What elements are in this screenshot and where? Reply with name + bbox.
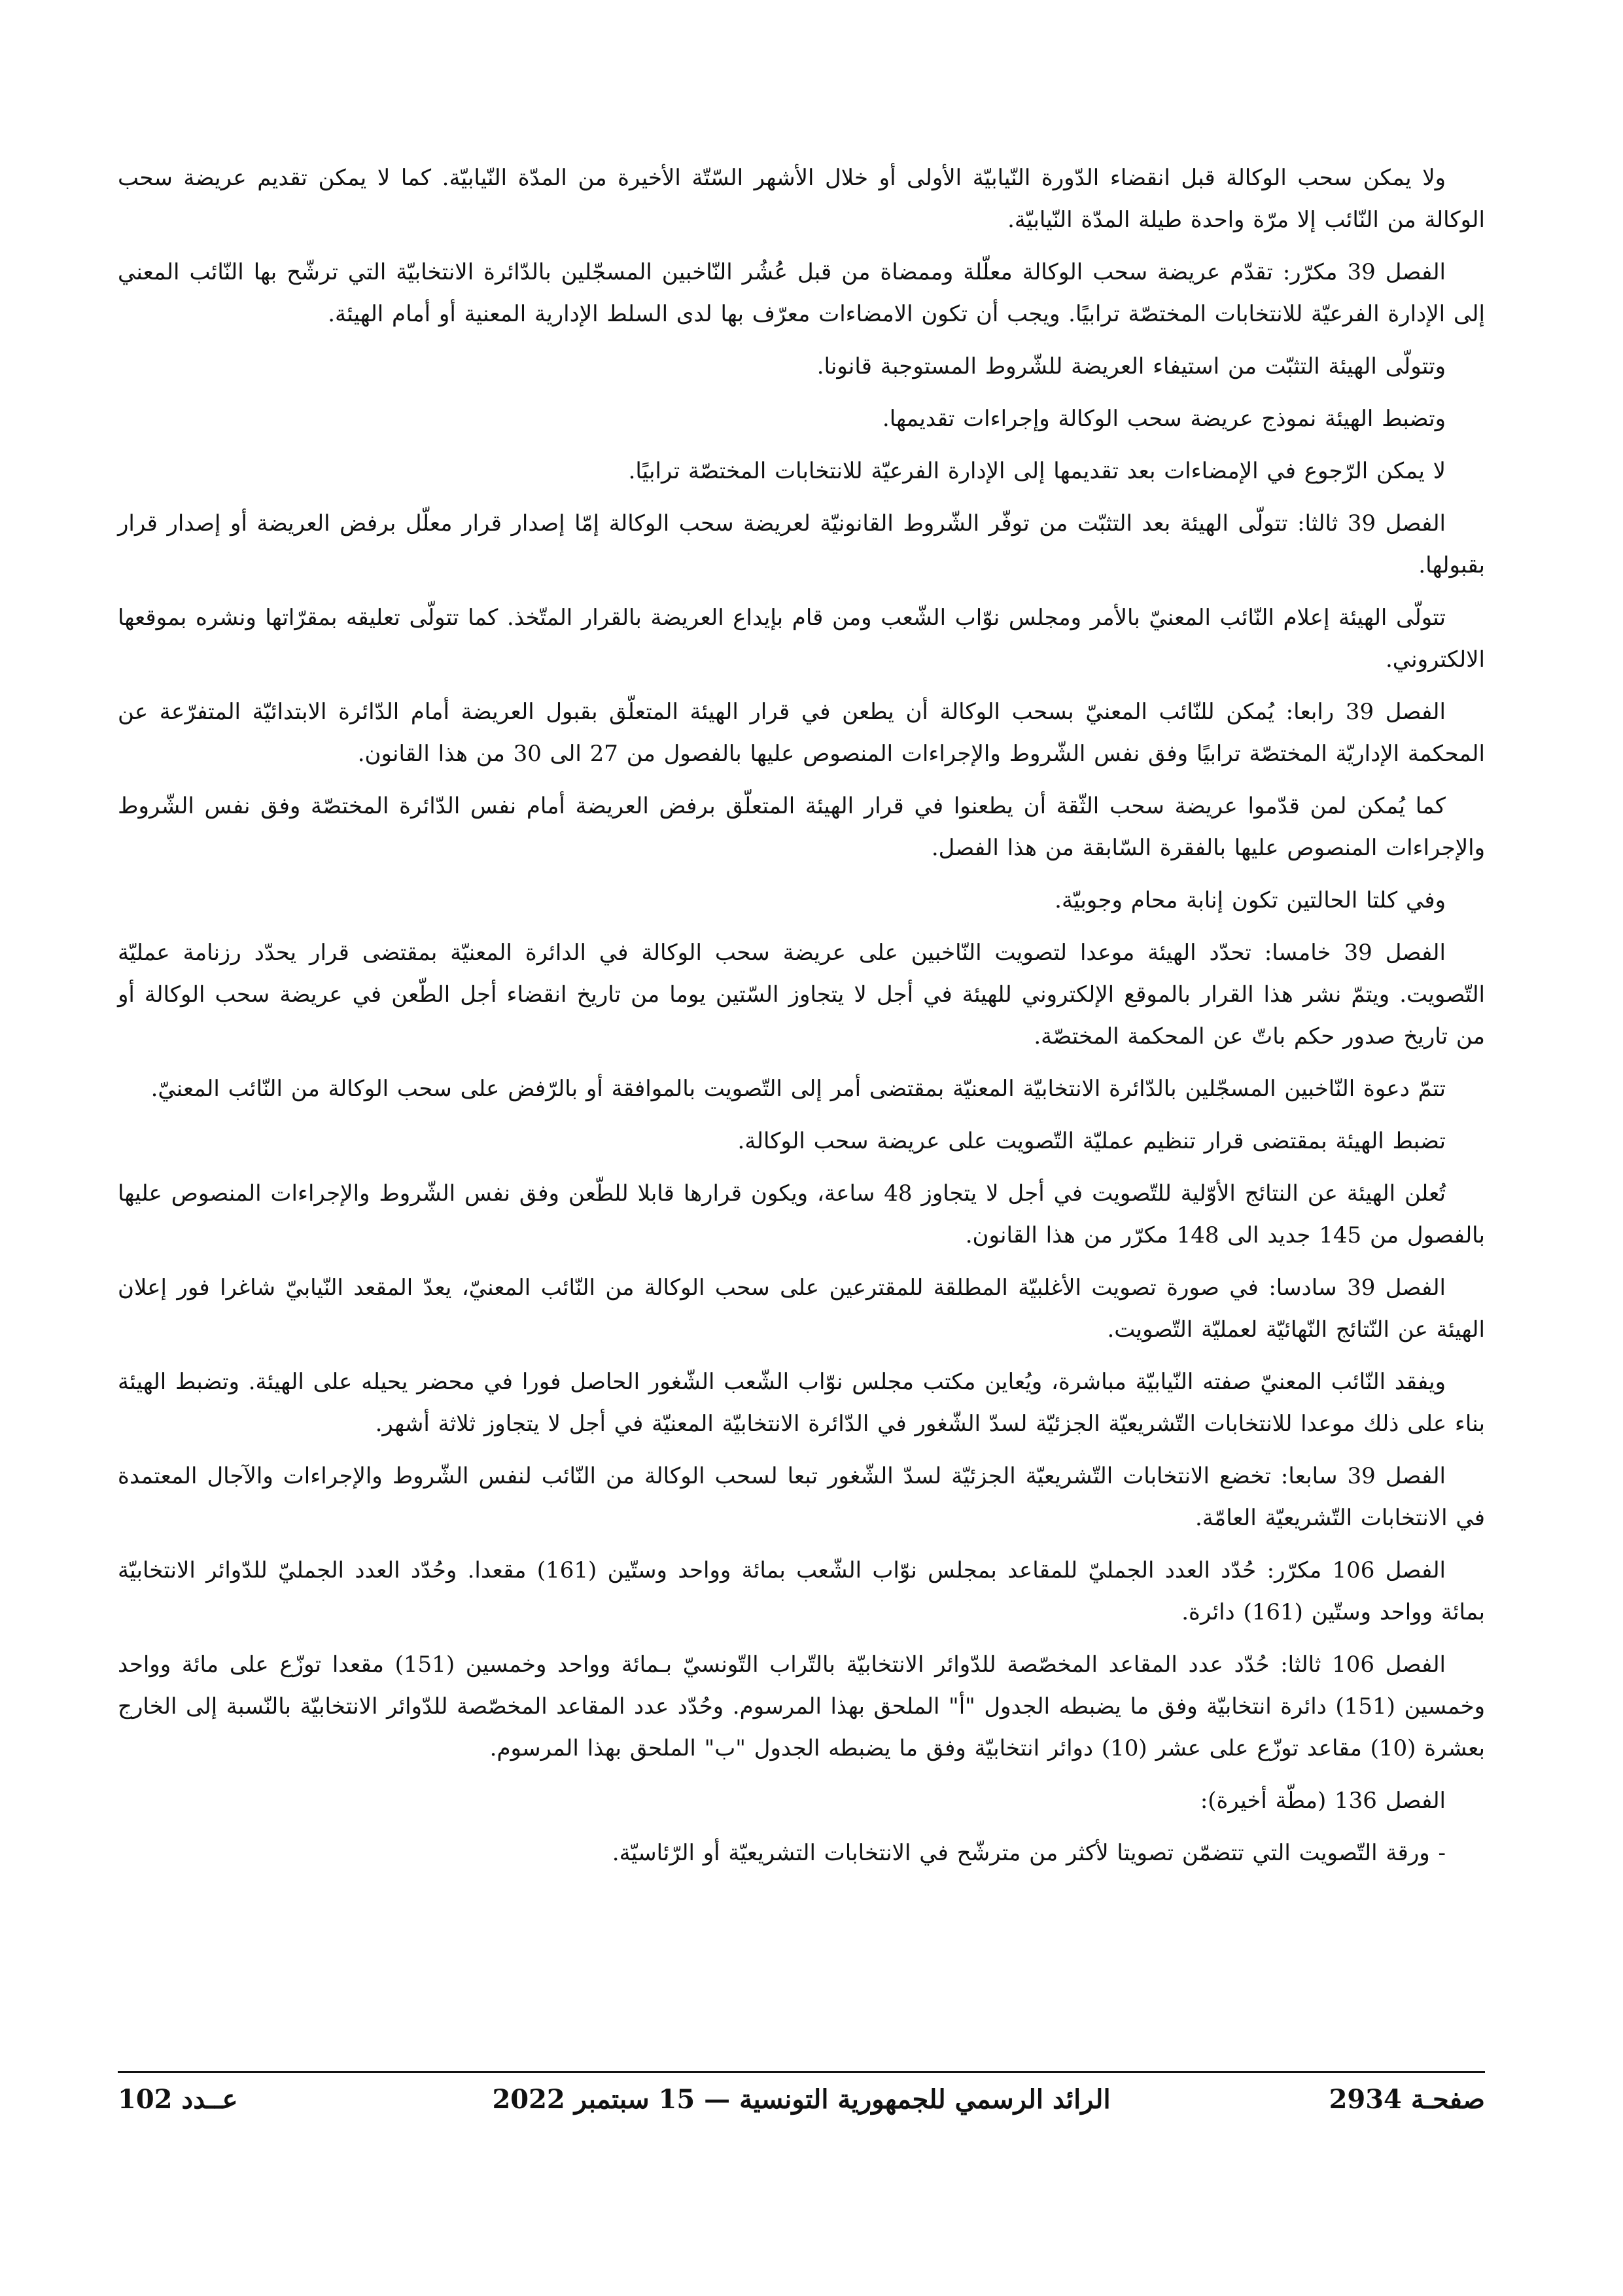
paragraph: تتمّ دعوة النّاخبين المسجّلين بالدّائرة الانتخابيّة المعنيّة بمقتضى أمر إلى التّصويت بالموافقة أو بالرّفض على سحب الوكالة من النّائب المعنيّ. — [150, 1076, 1446, 1102]
paragraph: وتتولّى الهيئة التثبّت من استيفاء العريضة للشّروط المستوجبة قانونا. — [816, 353, 1446, 380]
paragraph: وتضبط الهيئة نموذج عريضة سحب الوكالة وإجراءات تقديمها. — [882, 406, 1446, 432]
page-number: صفحـة 2934 — [1329, 2084, 1485, 2115]
paragraph: تضبط الهيئة بمقتضى قرار تنظيم عمليّة التّصويت على عريضة سحب الوكالة. — [737, 1128, 1446, 1154]
paragraph: الفصل 136 (مطّة أخيرة): — [1200, 1788, 1446, 1814]
paragraph: كما يُمكن لمن قدّموا عريضة سحب الثّقة أن يطعنوا في قرار الهيئة المتعلّق برفض العريضة أمام نفس الدّائرة المختصّة وفق نفس الشّروط والإجراءات المنصوص عليها بالفقرة السّابقة من هذا الفصل. — [118, 793, 1485, 861]
paragraph: تُعلن الهيئة عن النتائج الأوّلية للتّصويت في أجل لا يتجاوز 48 ساعة، ويكون قرارها قابلا للطّعن وفق نفس الشّروط والإجراءات المنصوص عليها بالفصول من 145 جديد الى 148 مكرّر من هذا القانون. — [118, 1180, 1485, 1248]
issue-number: عــدد 102 — [118, 2084, 238, 2115]
footer-divider — [118, 2071, 1485, 2073]
paragraph: ولا يمكن سحب الوكالة قبل انقضاء الدّورة النّيابيّة الأولى أو خلال الأشهر السّتّة الأخيرة من المدّة النّيابيّة. كما لا يمكن تقديم عريضة سحب الوكالة من النّائب إلا مرّة واحدة طيلة المدّة النّيابيّة. — [118, 165, 1485, 233]
page-footer — [118, 2084, 1485, 2123]
list-item: - ورقة التّصويت التي تتضمّن تصويتا لأكثر من مترشّح في الانتخابات التشريعيّة أو الرّئاسيّة. — [612, 1840, 1446, 1866]
paragraph: الفصل 39 سادسا: في صورة تصويت الأغلبيّة المطلقة للمقترعين على سحب الوكالة من النّائب المعنيّ، يعدّ المقعد النّيابيّ شاغرا فور إعلان الهيئة عن النّتائج النّهائيّة لعمليّة التّصويت. — [118, 1275, 1485, 1343]
paragraph: الفصل 39 خامسا: تحدّد الهيئة موعدا لتصويت النّاخبين على عريضة سحب الوكالة في الدائرة المعنيّة بمقتضى قرار يحدّد رزنامة عمليّة التّصويت. ويتمّ نشر هذا القرار بالموقع الإلكتروني للهيئة في أجل لا يتجاوز السّتين يوما من تاريخ انقضاء أجل الطّعن في عريضة سحب الوكالة أو من تاريخ صدور حكم باتّ عن المحكمة المختصّة. — [118, 940, 1485, 1050]
paragraph: الفصل 39 رابعا: يُمكن للنّائب المعنيّ بسحب الوكالة أن يطعن في قرار الهيئة المتعلّق بقبول العريضة أمام الدّائرة الابتدائيّة المتفرّعة عن المحكمة الإداريّة المختصّة ترابيًا وفق نفس الشّروط والإجراءات المنصوص عليها بالفصول من 27 الى 30 من هذا القانون. — [118, 699, 1485, 767]
paragraph: لا يمكن الرّجوع في الإمضاءات بعد تقديمها إلى الإدارة الفرعيّة للانتخابات المختصّة ترابيًا. — [628, 458, 1446, 484]
document-body — [118, 157, 1485, 1884]
paragraph: الفصل 39 سابعا: تخضع الانتخابات التّشريعيّة الجزئيّة لسدّ الشّغور تبعا لسحب الوكالة من النّائب لنفس الشّروط والإجراءات والآجال المعتمدة في الانتخابات التّشريعيّة العامّة. — [118, 1463, 1485, 1531]
paragraph: الفصل 39 ثالثا: تتولّى الهيئة بعد التثبّت من توفّر الشّروط القانونيّة لعريضة سحب الوكالة إمّا إصدار قرار معلّل برفض العريضة أو إصدار قرار بقبولها. — [118, 510, 1485, 578]
paragraph: وفي كلتا الحالتين تكون إنابة محام وجوبيّة. — [1055, 887, 1446, 913]
paragraph: الفصل 106 مكرّر: حُدّد العدد الجمليّ للمقاعد بمجلس نوّاب الشّعب بمائة وواحد وستّين (161) مقعدا. وحُدّد العدد الجمليّ للدّوائر الانتخابيّة بمائة وواحد وستّين (161) دائرة. — [118, 1557, 1485, 1625]
journal-title: الرائد الرسمي للجمهورية التونسية — 15 سبتمبر 2022 — [492, 2084, 1111, 2115]
paragraph: تتولّى الهيئة إعلام النّائب المعنيّ بالأمر ومجلس نوّاب الشّعب ومن قام بإيداع العريضة بالقرار المتّخذ. كما تتولّى تعليقه بمقرّاتها ونشره بموقعها الالكتروني. — [118, 605, 1485, 673]
paragraph: الفصل 106 ثالثا: حُدّد عدد المقاعد المخصّصة للدّوائر الانتخابيّة بالتّراب التّونسيّ بـمائة وواحد وخمسين (151) مقعدا توزّع على مائة وواحد وخمسين (151) دائرة انتخابيّة وفق ما يضبطه الجدول "أ" الملحق بهذا المرسوم. وحُدّد عدد المقاعد المخصّصة للدّوائر الانتخابيّة بالنّسبة إلى الخارج بعشرة (10) مقاعد توزّع على عشر (10) دوائر انتخابيّة وفق ما يضبطه الجدول "ب" الملحق بهذا المرسوم. — [118, 1651, 1486, 1761]
paragraph: الفصل 39 مكرّر: تقدّم عريضة سحب الوكالة معلّلة وممضاة من قبل عُشُر النّاخبين المسجّلين بالدّائرة الانتخابيّة التي ترشّح بها النّائب المعني إلى الإدارة الفرعيّة للانتخابات المختصّة ترابيًا. ويجب أن تكون الامضاءات معرّف بها لدى السلط الإدارية المعنية أو أمام الهيئة. — [118, 259, 1485, 327]
paragraph: ويفقد النّائب المعنيّ صفته النّيابيّة مباشرة، ويُعاين مكتب مجلس نوّاب الشّعب الشّغور الحاصل فورا في محضر يحيله على الهيئة. وتضبط الهيئة بناء على ذلك موعدا للانتخابات التّشريعيّة الجزئيّة لسدّ الشّغور في الدّائرة الانتخابيّة المعنيّة في أجل لا يتجاوز ثلاثة أشهر. — [118, 1369, 1485, 1437]
